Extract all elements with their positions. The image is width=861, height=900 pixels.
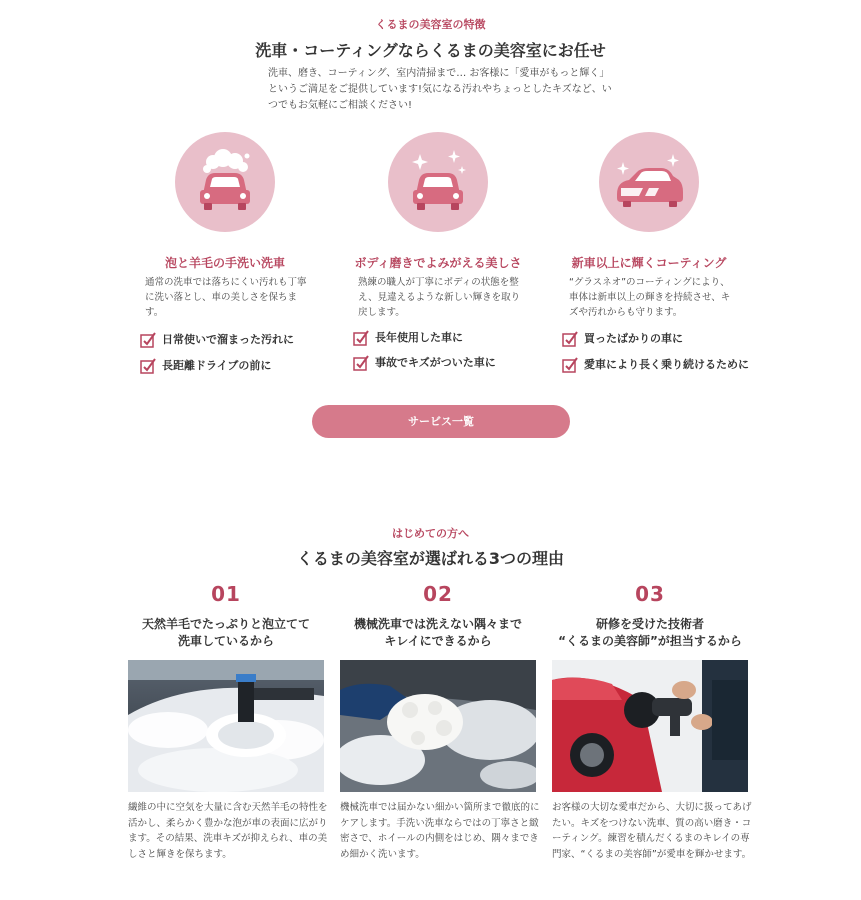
reason-desc: 繊維の中に空気を大量に含む天然羊毛の特性を活かし、柔らかく豊かな泡が車の表面に広がります。その結果、洗車キズが抑えられ、車の美しさと輝きを保ちます。 bbox=[128, 802, 328, 860]
check-item: 日常使いで溜まった汚れに bbox=[140, 331, 294, 349]
reason-number: 02 bbox=[423, 582, 453, 606]
foam-car-icon bbox=[175, 132, 275, 232]
reason-number: 03 bbox=[635, 582, 665, 606]
feature-desc: 通常の洗車では落ちにくい汚れも丁寧に洗い落とし、車の美しさを保ちます。 bbox=[145, 277, 307, 318]
check-item: 事故でキズがついた車に bbox=[353, 354, 496, 372]
features-eyebrow: くるまの美容室の特徴 bbox=[375, 18, 486, 31]
check-item: 長年使用した車に bbox=[353, 329, 463, 347]
reason-title: 研修を受けた技術者 “くるまの美容師”が担当するから bbox=[558, 617, 742, 648]
wool-polisher-photo bbox=[128, 660, 324, 792]
service-list-button[interactable]: サービス一覧 bbox=[312, 405, 570, 438]
reasons-heading: くるまの美容室が選ばれる3つの理由 bbox=[296, 549, 565, 568]
checkbox-icon bbox=[353, 355, 369, 371]
feature-title: 泡と羊毛の手洗い洗車 bbox=[164, 256, 285, 270]
hand-wash-mitt-photo bbox=[340, 660, 536, 792]
reason-number: 01 bbox=[211, 582, 241, 606]
checkbox-icon bbox=[562, 331, 578, 347]
features-intro: 洗車、磨き、コーティング、室内清掃まで… お客様に「愛車がもっと輝く」というご満足をご提供しています!気になる汚れやちょっとしたキズなど、いつでもお気軽にご相談ください! bbox=[268, 68, 612, 111]
coated-car-icon bbox=[599, 132, 699, 232]
checkbox-icon bbox=[140, 358, 156, 374]
checkbox-icon bbox=[353, 330, 369, 346]
reason-desc: 機械洗車では届かない細かい箇所まで徹底的にケアします。手洗い洗車ならではの丁寧さと緻密さで、ホイールの内側をはじめ、隅々まできめ細かく洗います。 bbox=[340, 802, 540, 860]
check-item: 買ったばかりの車に bbox=[562, 330, 683, 348]
reasons-eyebrow: はじめての方へ bbox=[392, 527, 469, 540]
check-item: 長距離ドライブの前に bbox=[140, 357, 271, 375]
sparkle-car-icon bbox=[388, 132, 488, 232]
feature-title: 新車以上に輝くコーティング bbox=[571, 256, 727, 270]
reason-title: 天然羊毛でたっぷりと泡立てて 洗車しているから bbox=[141, 617, 310, 648]
feature-title: ボディ磨きでよみがえる美しさ bbox=[354, 256, 522, 270]
checkbox-icon bbox=[562, 357, 578, 373]
reason-title: 機械洗車では洗えない隅々まで キレイにできるから bbox=[353, 617, 522, 648]
technician-polishing-photo bbox=[552, 660, 748, 792]
feature-desc: “グラスネオ”のコーティングにより、車体は新車以上の輝きを持続させ、キズや汚れからも守ります。 bbox=[569, 277, 731, 318]
reason-desc: お客様の大切な愛車だから、大切に扱ってあげたい。キズをつけない洗車、質の高い磨き・コーティング。練習を積んだくるまのキレイの専門家、“くるまの美容師”が愛車を輝かせます。 bbox=[552, 802, 752, 860]
check-item: 愛車により長く乗り続けるために bbox=[562, 356, 749, 374]
features-heading: 洗車・コーティングならくるまの美容室にお任せ bbox=[255, 41, 606, 60]
feature-desc: 熟練の職人が丁寧にボディの状態を整え、見違えるような新しい輝きを取り戻します。 bbox=[358, 277, 521, 318]
checkbox-icon bbox=[140, 332, 156, 348]
